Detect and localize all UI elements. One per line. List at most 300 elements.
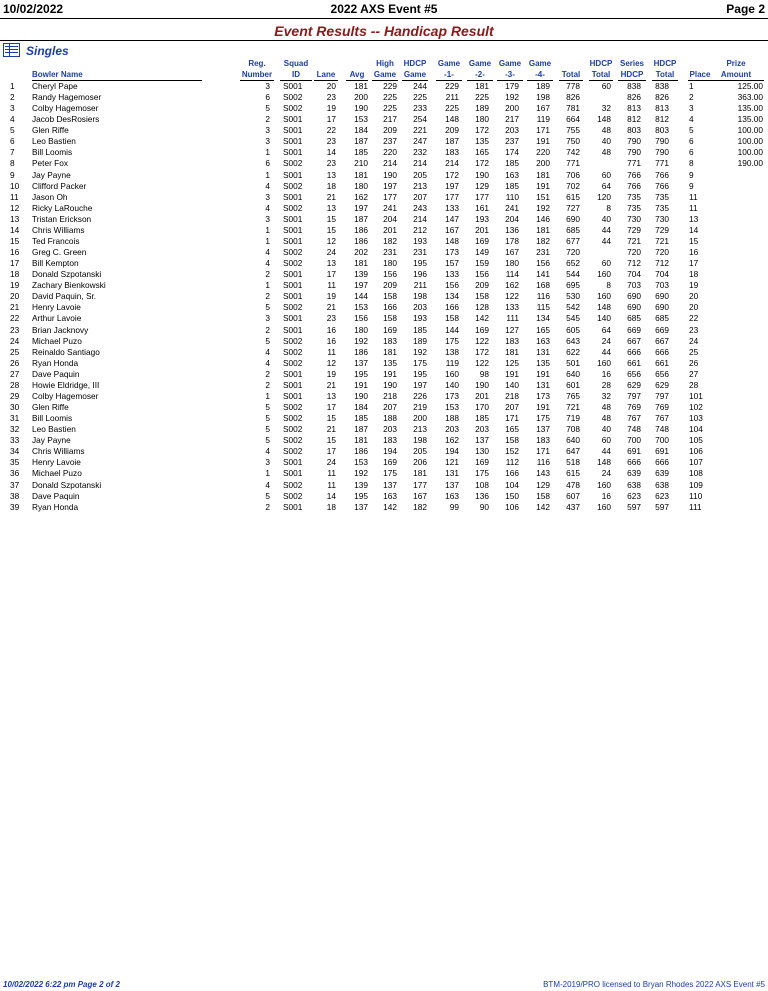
hdcp-total: 48: [601, 402, 611, 413]
game-3: 158: [505, 435, 519, 446]
hdcp-series-total: 790: [655, 136, 669, 147]
table-row: [0, 280, 768, 291]
avg: 184: [354, 125, 368, 136]
row-number: 9: [10, 169, 15, 180]
game-4: 189: [536, 81, 550, 91]
game-2: 209: [475, 280, 489, 291]
high-game: 209: [383, 280, 397, 291]
hdcp-total: 60: [601, 435, 611, 446]
avg: 191: [354, 379, 368, 390]
lane: 24: [326, 247, 336, 258]
report-header: [0, 0, 768, 19]
game-4: 181: [536, 169, 550, 180]
col-hdcp-tot-2: Total: [652, 70, 678, 81]
squad-id: S001: [283, 280, 303, 291]
col-game2-2: -2-: [467, 70, 493, 81]
bowler-name: Greg C. Green: [32, 247, 87, 258]
game-3: 140: [505, 379, 519, 390]
place: 101: [689, 390, 703, 401]
table-row: [0, 147, 768, 158]
row-number: 17: [10, 258, 20, 269]
squad-id: S001: [283, 291, 303, 302]
hdcp-total: 40: [601, 213, 611, 224]
col-hdcp-total-2: Total: [589, 70, 613, 81]
prize-amount: 125.00: [737, 81, 763, 91]
game-2: 201: [475, 224, 489, 235]
game-3: 192: [505, 92, 519, 103]
squad-id: S002: [283, 180, 303, 191]
bowler-name: Ryan Honda: [32, 357, 79, 368]
reg-number: 5: [265, 103, 270, 114]
squad-id: S001: [283, 125, 303, 136]
place: 16: [689, 247, 699, 258]
hdcp-series-total: 666: [655, 457, 669, 468]
prize-amount: 135.00: [737, 114, 763, 125]
reg-number: 3: [265, 457, 270, 468]
series-hdcp: 667: [627, 335, 641, 346]
total: 601: [566, 379, 580, 390]
place: 103: [689, 413, 703, 424]
game-3: 174: [505, 147, 519, 158]
event-name: 2022 AXS Event #5: [330, 2, 438, 16]
game-2: 158: [475, 291, 489, 302]
hdcp-game: 231: [413, 247, 427, 258]
row-number: 7: [10, 147, 15, 158]
reg-number: 4: [265, 346, 270, 357]
reg-number: 2: [265, 269, 270, 280]
row-number: 8: [10, 158, 15, 169]
total: 778: [566, 81, 580, 91]
col-place: Place: [689, 70, 711, 79]
col-reg-1: Reg.: [248, 59, 266, 68]
table-row: [0, 158, 768, 169]
hdcp-game: 195: [413, 258, 427, 269]
table-row: [0, 136, 768, 147]
reg-number: 4: [265, 479, 270, 490]
reg-number: 4: [265, 357, 270, 368]
reg-number: 1: [265, 169, 270, 180]
series-hdcp: 735: [627, 191, 641, 202]
game-3: 112: [505, 457, 519, 468]
col-high-2: Game: [373, 70, 397, 79]
row-number: 22: [10, 313, 20, 324]
series-hdcp: 790: [627, 147, 641, 158]
high-game: 203: [383, 424, 397, 435]
lane: 23: [326, 158, 336, 169]
place: 13: [689, 213, 699, 224]
series-hdcp: 597: [627, 501, 641, 512]
lane: 20: [326, 81, 336, 91]
game-2: 203: [475, 424, 489, 435]
bowler-name: Cheryl Pape: [32, 81, 78, 91]
squad-id: S001: [283, 169, 303, 180]
game-2: 175: [475, 468, 489, 479]
divider: [0, 40, 768, 41]
game-1: 183: [445, 147, 459, 158]
game-1: 177: [445, 191, 459, 202]
squad-id: S001: [283, 390, 303, 401]
series-hdcp: 769: [627, 402, 641, 413]
bowler-name: Glen Riffe: [32, 125, 69, 136]
hdcp-series-total: 735: [655, 191, 669, 202]
game-2: 90: [479, 501, 489, 512]
lane: 21: [326, 191, 336, 202]
game-4: 146: [536, 213, 550, 224]
hdcp-total: 44: [601, 224, 611, 235]
game-1: 209: [445, 125, 459, 136]
hdcp-total: 48: [601, 413, 611, 424]
lane: 17: [326, 402, 336, 413]
reg-number: 3: [265, 125, 270, 136]
place: 3: [689, 103, 694, 114]
game-1: 158: [445, 313, 459, 324]
avg: 181: [354, 258, 368, 269]
avg: 186: [354, 224, 368, 235]
hdcp-series-total: 721: [655, 235, 669, 246]
avg: 156: [354, 313, 368, 324]
reg-number: 2: [265, 379, 270, 390]
game-3: 167: [505, 247, 519, 258]
reg-number: 3: [265, 136, 270, 147]
hdcp-game: 243: [413, 202, 427, 213]
game-2: 180: [475, 114, 489, 125]
avg: 197: [354, 202, 368, 213]
table-row: [0, 81, 768, 92]
hdcp-game: 211: [413, 280, 427, 291]
game-2: 165: [475, 147, 489, 158]
hdcp-game: 247: [413, 136, 427, 147]
hdcp-total: 160: [597, 479, 611, 490]
table-row: [0, 435, 768, 446]
lane: 23: [326, 136, 336, 147]
game-2: 169: [475, 457, 489, 468]
lane: 17: [326, 446, 336, 457]
row-number: 15: [10, 235, 20, 246]
hdcp-series-total: 700: [655, 435, 669, 446]
hdcp-game: 200: [413, 413, 427, 424]
hdcp-total: 16: [601, 490, 611, 501]
game-4: 191: [536, 368, 550, 379]
series-hdcp: 623: [627, 490, 641, 501]
lane: 19: [326, 103, 336, 114]
place: 108: [689, 468, 703, 479]
hdcp-total: 32: [601, 103, 611, 114]
squad-id: S002: [283, 413, 303, 424]
lane: 12: [326, 357, 336, 368]
hdcp-series-total: 735: [655, 202, 669, 213]
hdcp-total: 48: [601, 125, 611, 136]
hdcp-series-total: 691: [655, 446, 669, 457]
game-3: 114: [505, 269, 519, 280]
bowler-name: Michael Puzo: [32, 335, 82, 346]
col-game1-1: Game: [437, 59, 461, 68]
game-3: 104: [505, 479, 519, 490]
game-4: 192: [536, 202, 550, 213]
game-4: 143: [536, 468, 550, 479]
table-row: [0, 457, 768, 468]
hdcp-series-total: 623: [655, 490, 669, 501]
high-game: 158: [383, 291, 397, 302]
game-4: 116: [536, 291, 550, 302]
prize-amount: 190.00: [737, 158, 763, 169]
place: 18: [689, 269, 699, 280]
prize-amount: 100.00: [737, 136, 763, 147]
high-game: 197: [383, 180, 397, 191]
game-4: 167: [536, 103, 550, 114]
lane: 13: [326, 258, 336, 269]
game-4: 142: [536, 501, 550, 512]
place: 4: [689, 114, 694, 125]
hdcp-total: 160: [597, 269, 611, 280]
game-3: 106: [505, 501, 519, 512]
hdcp-total: 60: [601, 169, 611, 180]
squad-id: S002: [283, 346, 303, 357]
avg: 190: [354, 390, 368, 401]
hdcp-total: 8: [606, 280, 611, 291]
hdcp-series-total: 703: [655, 280, 669, 291]
total: 478: [566, 479, 580, 490]
place: 23: [689, 324, 699, 335]
game-3: 136: [505, 224, 519, 235]
lane: 15: [326, 213, 336, 224]
avg: 210: [354, 158, 368, 169]
row-number: 30: [10, 402, 20, 413]
game-4: 141: [536, 269, 550, 280]
table-row: [0, 369, 768, 380]
total: 755: [566, 125, 580, 136]
game-4: 156: [536, 258, 550, 269]
bowler-name: Donald Szpotanski: [32, 479, 102, 490]
report-date: 10/02/2022: [3, 2, 64, 16]
series-hdcp: 838: [627, 81, 641, 91]
hdcp-game: 203: [413, 302, 427, 313]
bowler-name: Chris Williams: [32, 446, 85, 457]
high-game: 225: [383, 103, 397, 114]
high-game: 207: [383, 402, 397, 413]
bowler-name: Glen Riffe: [32, 402, 69, 413]
game-4: 116: [536, 457, 550, 468]
high-game: 182: [383, 235, 397, 246]
high-game: 194: [383, 446, 397, 457]
table-row: [0, 424, 768, 435]
table-row: [0, 380, 768, 391]
page-number: Page 2: [726, 2, 765, 16]
squad-id: S001: [283, 213, 303, 224]
high-game: 177: [383, 191, 397, 202]
bowler-name: Henry Lavoie: [32, 457, 81, 468]
game-2: 156: [475, 269, 489, 280]
hdcp-game: 196: [413, 269, 427, 280]
hdcp-series-total: 666: [655, 346, 669, 357]
reg-number: 5: [265, 413, 270, 424]
place: 28: [689, 379, 699, 390]
col-lane: Lane: [314, 70, 338, 81]
hdcp-game: 198: [413, 291, 427, 302]
squad-id: S002: [283, 158, 303, 169]
avg: 187: [354, 213, 368, 224]
row-number: 38: [10, 490, 20, 501]
table-row: [0, 258, 768, 269]
col-game4-1: Game: [528, 59, 552, 68]
row-number: 28: [10, 379, 20, 390]
table-row: [0, 402, 768, 413]
total: 615: [566, 468, 580, 479]
avg: 180: [354, 324, 368, 335]
squad-id: S002: [283, 446, 303, 457]
avg: 153: [354, 302, 368, 313]
series-hdcp: 720: [627, 247, 641, 258]
reg-number: 5: [265, 402, 270, 413]
game-2: 137: [475, 435, 489, 446]
hdcp-series-total: 661: [655, 357, 669, 368]
lane: 15: [326, 224, 336, 235]
high-game: 166: [383, 302, 397, 313]
table-row: [0, 103, 768, 114]
row-number: 20: [10, 291, 20, 302]
reg-number: 4: [265, 202, 270, 213]
squad-id: S001: [283, 136, 303, 147]
hdcp-series-total: 712: [655, 258, 669, 269]
hdcp-series-total: 790: [655, 147, 669, 158]
total: 750: [566, 136, 580, 147]
row-number: 16: [10, 247, 20, 258]
hdcp-total: 16: [601, 368, 611, 379]
lane: 16: [326, 324, 336, 335]
hdcp-total: 120: [597, 191, 611, 202]
col-total: Total: [559, 70, 583, 81]
lane: 16: [326, 335, 336, 346]
game-1: 211: [445, 92, 459, 103]
hdcp-game: 182: [413, 501, 427, 512]
game-2: 142: [475, 313, 489, 324]
total: 677: [566, 235, 580, 246]
col-reg-2: Number: [241, 70, 273, 79]
avg: 192: [354, 335, 368, 346]
series-hdcp: 690: [627, 291, 641, 302]
bowler-name: Chris Williams: [32, 224, 85, 235]
table-row: [0, 170, 768, 181]
hdcp-game: 232: [413, 147, 427, 158]
place: 1: [689, 81, 694, 91]
lane: 13: [326, 390, 336, 401]
series-hdcp: 700: [627, 435, 641, 446]
squad-id: S002: [283, 335, 303, 346]
squad-id: S002: [283, 302, 303, 313]
game-1: 134: [445, 291, 459, 302]
row-number: 23: [10, 324, 20, 335]
avg: 153: [354, 114, 368, 125]
table-row: [0, 203, 768, 214]
lane: 17: [326, 114, 336, 125]
bowler-name: Randy Hagemoser: [32, 92, 102, 103]
row-number: 5: [10, 125, 15, 136]
hdcp-series-total: 690: [655, 302, 669, 313]
squad-id: S001: [283, 457, 303, 468]
squad-id: S001: [283, 224, 303, 235]
game-1: 187: [445, 136, 459, 147]
game-1: 167: [445, 224, 459, 235]
table-row: [0, 325, 768, 336]
table-row: [0, 446, 768, 457]
squad-id: S002: [283, 202, 303, 213]
hdcp-game: 175: [413, 357, 427, 368]
lane: 24: [326, 457, 336, 468]
row-number: 4: [10, 114, 15, 125]
place: 110: [689, 490, 703, 501]
hdcp-game: 177: [413, 479, 427, 490]
hdcp-series-total: 667: [655, 335, 669, 346]
row-number: 26: [10, 357, 20, 368]
game-3: 125: [505, 357, 519, 368]
total: 765: [566, 390, 580, 401]
prize-amount: 100.00: [737, 147, 763, 158]
reg-number: 5: [265, 335, 270, 346]
squad-id: S002: [283, 479, 303, 490]
table-row: [0, 468, 768, 479]
reg-number: 2: [265, 291, 270, 302]
section-title: Singles: [26, 44, 69, 58]
bowler-name: Howie Eldridge, III: [32, 379, 100, 390]
row-number: 33: [10, 435, 20, 446]
bowler-name: Leo Bastien: [32, 136, 76, 147]
hdcp-series-total: 704: [655, 269, 669, 280]
high-game: 137: [383, 479, 397, 490]
high-game: 237: [383, 136, 397, 147]
lane: 17: [326, 269, 336, 280]
series-hdcp: 812: [627, 114, 641, 125]
game-1: 173: [445, 390, 459, 401]
total: 647: [566, 446, 580, 457]
lane: 15: [326, 435, 336, 446]
series-hdcp: 666: [627, 346, 641, 357]
high-game: 217: [383, 114, 397, 125]
place: 5: [689, 125, 694, 136]
total: 727: [566, 202, 580, 213]
game-3: 133: [505, 302, 519, 313]
game-3: 185: [505, 158, 519, 169]
hdcp-series-total: 766: [655, 180, 669, 191]
lane: 18: [326, 180, 336, 191]
game-2: 122: [475, 357, 489, 368]
squad-id: S002: [283, 103, 303, 114]
col-hdcp-game-2: Game: [403, 70, 427, 79]
series-hdcp: 685: [627, 313, 641, 324]
total: 695: [566, 280, 580, 291]
squad-id: S001: [283, 191, 303, 202]
reg-number: 1: [265, 235, 270, 246]
table-row: [0, 502, 768, 513]
high-game: 183: [383, 335, 397, 346]
col-game3-2: -3-: [497, 70, 523, 81]
squad-id: S001: [283, 81, 303, 91]
game-4: 129: [536, 479, 550, 490]
total: 640: [566, 368, 580, 379]
reg-number: 5: [265, 490, 270, 501]
avg: 185: [354, 147, 368, 158]
total: 685: [566, 224, 580, 235]
game-4: 165: [536, 324, 550, 335]
game-1: 162: [445, 435, 459, 446]
hdcp-total: 48: [601, 147, 611, 158]
hdcp-game: 254: [413, 114, 427, 125]
game-2: 122: [475, 335, 489, 346]
game-4: 119: [536, 114, 550, 125]
table-row: [0, 413, 768, 424]
hdcp-total: 148: [597, 302, 611, 313]
table-row: [0, 302, 768, 313]
avg: 137: [354, 357, 368, 368]
hdcp-game: 244: [413, 81, 427, 91]
